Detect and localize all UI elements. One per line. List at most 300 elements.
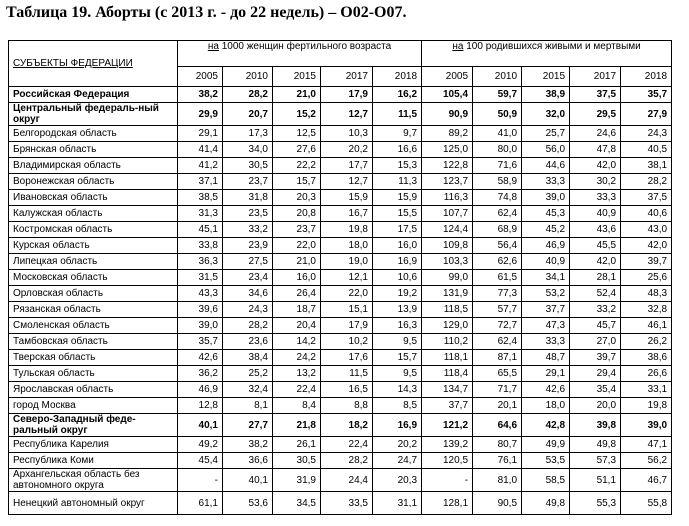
value-cell: 9,7: [373, 126, 422, 142]
value-cell: 57,3: [570, 453, 621, 469]
value-cell: 125,0: [422, 142, 473, 158]
region-name-cell: Белгородская область: [9, 126, 178, 142]
value-cell: 20,3: [373, 469, 422, 492]
table-row: [9, 270, 672, 286]
value-cell: 28,1: [570, 270, 621, 286]
region-name-cell: Ненецкий автономный округ: [9, 492, 178, 515]
table-row: [9, 190, 672, 206]
value-cell: 41,0: [473, 126, 522, 142]
value-cell: 16,0: [273, 270, 321, 286]
value-cell: 34,1: [522, 270, 570, 286]
table-row: [9, 158, 672, 174]
value-cell: 45,3: [522, 206, 570, 222]
value-cell: 36,6: [223, 453, 273, 469]
value-cell: 23,6: [223, 334, 273, 350]
table-row: [9, 350, 672, 366]
table-row: [9, 398, 672, 414]
table-row: [9, 87, 672, 103]
value-cell: 12,7: [321, 103, 373, 126]
table-row: [9, 174, 672, 190]
value-cell: 25,2: [223, 366, 273, 382]
value-cell: 37,7: [422, 398, 473, 414]
value-cell: 61,5: [473, 270, 522, 286]
value-cell: 87,1: [473, 350, 522, 366]
value-cell: 32,4: [223, 382, 273, 398]
per-1000-women-group-header: на 1000 женщин фертильного возраста: [178, 41, 422, 67]
value-cell: 24,6: [570, 126, 621, 142]
value-cell: 16,3: [373, 318, 422, 334]
value-cell: 8,4: [273, 398, 321, 414]
value-cell: 39,7: [621, 254, 672, 270]
year-header: 2015: [273, 67, 321, 87]
value-cell: 9,5: [373, 334, 422, 350]
value-cell: 90,9: [422, 103, 473, 126]
value-cell: 20,3: [273, 190, 321, 206]
value-cell: 24,4: [321, 469, 373, 492]
value-cell: 46,9: [522, 238, 570, 254]
value-cell: 81,0: [473, 469, 522, 492]
value-cell: 47,8: [570, 142, 621, 158]
value-cell: 19,2: [373, 286, 422, 302]
value-cell: 12,5: [273, 126, 321, 142]
value-cell: 56,4: [473, 238, 522, 254]
value-cell: 40,6: [621, 206, 672, 222]
value-cell: 37,5: [570, 87, 621, 103]
value-cell: 38,1: [621, 158, 672, 174]
value-cell: 19,0: [321, 254, 373, 270]
region-name-cell: город Москва: [9, 398, 178, 414]
value-cell: 65,5: [473, 366, 522, 382]
value-cell: 16,5: [321, 382, 373, 398]
value-cell: 43,3: [178, 286, 223, 302]
value-cell: -: [422, 469, 473, 492]
value-cell: 43,6: [570, 222, 621, 238]
value-cell: 20,2: [373, 437, 422, 453]
value-cell: 55,3: [570, 492, 621, 515]
value-cell: 23,7: [223, 174, 273, 190]
value-cell: 16,9: [373, 254, 422, 270]
value-cell: 40,9: [570, 206, 621, 222]
value-cell: 19,8: [321, 222, 373, 238]
value-cell: 34,6: [223, 286, 273, 302]
value-cell: 31,3: [178, 206, 223, 222]
value-cell: 51,1: [570, 469, 621, 492]
value-cell: 71,6: [473, 158, 522, 174]
table-row: [9, 453, 672, 469]
value-cell: 74,8: [473, 190, 522, 206]
value-cell: 27,5: [223, 254, 273, 270]
value-cell: 30,2: [570, 174, 621, 190]
value-cell: 50,9: [473, 103, 522, 126]
value-cell: 57,7: [473, 302, 522, 318]
value-cell: 24,7: [373, 453, 422, 469]
value-cell: 109,8: [422, 238, 473, 254]
value-cell: 22,0: [321, 286, 373, 302]
value-cell: 55,8: [621, 492, 672, 515]
value-cell: 25,7: [522, 126, 570, 142]
value-cell: 21,0: [273, 254, 321, 270]
value-cell: 33,1: [621, 382, 672, 398]
region-name-cell: Калужская область: [9, 206, 178, 222]
value-cell: 29,1: [522, 366, 570, 382]
value-cell: 42,0: [621, 238, 672, 254]
region-name-cell: Брянская область: [9, 142, 178, 158]
value-cell: 59,7: [473, 87, 522, 103]
value-cell: 42,0: [570, 158, 621, 174]
value-cell: 35,7: [621, 87, 672, 103]
value-cell: 71,7: [473, 382, 522, 398]
value-cell: 40,9: [522, 254, 570, 270]
value-cell: 12,7: [321, 174, 373, 190]
table-row: [9, 206, 672, 222]
region-name-cell: Рязанская область: [9, 302, 178, 318]
value-cell: 38,4: [223, 350, 273, 366]
region-name-cell: Республика Карелия: [9, 437, 178, 453]
value-cell: 37,1: [178, 174, 223, 190]
table-row: [9, 492, 672, 515]
value-cell: 62,4: [473, 206, 522, 222]
value-cell: 53,6: [223, 492, 273, 515]
value-cell: 80,7: [473, 437, 522, 453]
value-cell: 17,9: [321, 87, 373, 103]
value-cell: 39,0: [522, 190, 570, 206]
region-name-cell: Ярославская область: [9, 382, 178, 398]
value-cell: 24,3: [621, 126, 672, 142]
value-cell: 31,5: [178, 270, 223, 286]
value-cell: 38,5: [178, 190, 223, 206]
value-cell: 39,7: [570, 350, 621, 366]
value-cell: 11,5: [373, 103, 422, 126]
table-row: [9, 334, 672, 350]
value-cell: 21,0: [273, 87, 321, 103]
per-100-births-group-header: на 100 родившихся живыми и мертвыми: [422, 41, 672, 67]
value-cell: 38,9: [522, 87, 570, 103]
value-cell: 53,5: [522, 453, 570, 469]
value-cell: 12,1: [321, 270, 373, 286]
region-name-cell: Владимирская область: [9, 158, 178, 174]
value-cell: 15,7: [273, 174, 321, 190]
table-body: [9, 87, 672, 515]
value-cell: 21,8: [273, 414, 321, 437]
value-cell: 47,3: [522, 318, 570, 334]
value-cell: 80,0: [473, 142, 522, 158]
value-cell: 118,1: [422, 350, 473, 366]
table-row: [9, 302, 672, 318]
value-cell: 15,2: [273, 103, 321, 126]
value-cell: 120,5: [422, 453, 473, 469]
value-cell: 56,0: [522, 142, 570, 158]
value-cell: 31,9: [273, 469, 321, 492]
value-cell: 9,5: [373, 366, 422, 382]
value-cell: 43,0: [621, 222, 672, 238]
value-cell: 99,0: [422, 270, 473, 286]
value-cell: 27,0: [570, 334, 621, 350]
year-header: 2005: [178, 67, 223, 87]
value-cell: 89,2: [422, 126, 473, 142]
year-header: 2010: [473, 67, 522, 87]
value-cell: 28,2: [321, 453, 373, 469]
value-cell: 39,6: [178, 302, 223, 318]
value-cell: 103,3: [422, 254, 473, 270]
region-name-cell: Липецкая область: [9, 254, 178, 270]
value-cell: 13,2: [273, 366, 321, 382]
value-cell: 30,5: [273, 453, 321, 469]
value-cell: 27,7: [223, 414, 273, 437]
value-cell: 38,2: [178, 87, 223, 103]
value-cell: 17,3: [223, 126, 273, 142]
table-row: [9, 222, 672, 238]
value-cell: 39,8: [570, 414, 621, 437]
region-name-cell: Ивановская область: [9, 190, 178, 206]
value-cell: 19,8: [621, 398, 672, 414]
value-cell: 33,2: [570, 302, 621, 318]
value-cell: 49,9: [522, 437, 570, 453]
value-cell: 26,6: [621, 366, 672, 382]
value-cell: 26,2: [621, 334, 672, 350]
region-name-cell: Российская Федерация: [9, 87, 178, 103]
value-cell: 23,5: [223, 206, 273, 222]
region-name-cell: Московская область: [9, 270, 178, 286]
year-header: 2015: [522, 67, 570, 87]
region-name-cell: Курская область: [9, 238, 178, 254]
value-cell: 26,4: [273, 286, 321, 302]
table-row: [9, 318, 672, 334]
region-name-cell: Тверская область: [9, 350, 178, 366]
region-name-cell: Тульская область: [9, 366, 178, 382]
value-cell: 15,3: [373, 158, 422, 174]
value-cell: 128,1: [422, 492, 473, 515]
value-cell: 34,0: [223, 142, 273, 158]
value-cell: 58,9: [473, 174, 522, 190]
value-cell: 13,9: [373, 302, 422, 318]
value-cell: 41,2: [178, 158, 223, 174]
table-row: [9, 238, 672, 254]
value-cell: 38,6: [621, 350, 672, 366]
value-cell: 131,9: [422, 286, 473, 302]
value-cell: 18,0: [522, 398, 570, 414]
value-cell: 33,3: [570, 190, 621, 206]
value-cell: 27,6: [273, 142, 321, 158]
value-cell: 40,5: [621, 142, 672, 158]
table-row: [9, 103, 672, 126]
region-name-cell: Тамбовская область: [9, 334, 178, 350]
value-cell: 39,0: [178, 318, 223, 334]
value-cell: 32,0: [522, 103, 570, 126]
value-cell: 11,3: [373, 174, 422, 190]
value-cell: 36,2: [178, 366, 223, 382]
value-cell: 12,8: [178, 398, 223, 414]
value-cell: 28,2: [223, 87, 273, 103]
value-cell: 123,7: [422, 174, 473, 190]
value-cell: 8,1: [223, 398, 273, 414]
value-cell: 68,9: [473, 222, 522, 238]
value-cell: 30,5: [223, 158, 273, 174]
value-cell: 23,7: [273, 222, 321, 238]
value-cell: 44,6: [522, 158, 570, 174]
value-cell: 27,9: [621, 103, 672, 126]
value-cell: 14,3: [373, 382, 422, 398]
value-cell: 129,0: [422, 318, 473, 334]
value-cell: 17,7: [321, 158, 373, 174]
value-cell: 26,1: [273, 437, 321, 453]
value-cell: 31,1: [373, 492, 422, 515]
value-cell: 77,3: [473, 286, 522, 302]
value-cell: 40,1: [223, 469, 273, 492]
value-cell: 45,1: [178, 222, 223, 238]
value-cell: 35,4: [570, 382, 621, 398]
year-header: 2005: [422, 67, 473, 87]
year-header: 2018: [621, 67, 672, 87]
year-header: 2018: [373, 67, 422, 87]
table-row: [9, 126, 672, 142]
value-cell: 20,1: [473, 398, 522, 414]
table-row: [9, 469, 672, 492]
value-cell: 62,6: [473, 254, 522, 270]
value-cell: 35,7: [178, 334, 223, 350]
value-cell: 16,7: [321, 206, 373, 222]
value-cell: 32,8: [621, 302, 672, 318]
value-cell: 58,5: [522, 469, 570, 492]
value-cell: 22,2: [273, 158, 321, 174]
region-name-cell: Республика Коми: [9, 453, 178, 469]
value-cell: 29,1: [178, 126, 223, 142]
value-cell: 56,2: [621, 453, 672, 469]
year-header: 2017: [570, 67, 621, 87]
value-cell: 8,8: [321, 398, 373, 414]
value-cell: 15,5: [373, 206, 422, 222]
value-cell: 17,9: [321, 318, 373, 334]
value-cell: 33,8: [178, 238, 223, 254]
value-cell: 10,3: [321, 126, 373, 142]
value-cell: 105,4: [422, 87, 473, 103]
value-cell: 45,7: [570, 318, 621, 334]
value-cell: 45,4: [178, 453, 223, 469]
value-cell: 28,2: [223, 318, 273, 334]
value-cell: 18,0: [321, 238, 373, 254]
region-name-cell: Воронежская область: [9, 174, 178, 190]
value-cell: 14,2: [273, 334, 321, 350]
region-name-cell: Центральный федераль-ный округ: [9, 103, 178, 126]
page-title: Таблица 19. Аборты (с 2013 г. - до 22 недель) – О02-О07.: [6, 4, 407, 21]
value-cell: 48,7: [522, 350, 570, 366]
value-cell: 49,8: [522, 492, 570, 515]
value-cell: 45,5: [570, 238, 621, 254]
value-cell: 46,1: [621, 318, 672, 334]
value-cell: 10,6: [373, 270, 422, 286]
value-cell: 31,8: [223, 190, 273, 206]
value-cell: 20,7: [223, 103, 273, 126]
value-cell: 121,2: [422, 414, 473, 437]
value-cell: 20,4: [273, 318, 321, 334]
value-cell: 48,3: [621, 286, 672, 302]
value-cell: 42,8: [522, 414, 570, 437]
value-cell: 15,9: [321, 190, 373, 206]
value-cell: 15,9: [373, 190, 422, 206]
value-cell: 107,7: [422, 206, 473, 222]
value-cell: 37,7: [522, 302, 570, 318]
value-cell: 17,5: [373, 222, 422, 238]
value-cell: 45,2: [522, 222, 570, 238]
value-cell: 22,0: [273, 238, 321, 254]
value-cell: 17,6: [321, 350, 373, 366]
value-cell: 10,2: [321, 334, 373, 350]
value-cell: 47,1: [621, 437, 672, 453]
value-cell: 116,3: [422, 190, 473, 206]
value-cell: 139,2: [422, 437, 473, 453]
value-cell: 29,5: [570, 103, 621, 126]
value-cell: 16,2: [373, 87, 422, 103]
value-cell: 64,6: [473, 414, 522, 437]
table-row: [9, 366, 672, 382]
region-name-cell: Северо-Западный феде-ральный округ: [9, 414, 178, 437]
value-cell: 22,4: [273, 382, 321, 398]
value-cell: 20,0: [570, 398, 621, 414]
value-cell: 29,9: [178, 103, 223, 126]
year-header: 2017: [321, 67, 373, 87]
value-cell: 49,2: [178, 437, 223, 453]
value-cell: 52,4: [570, 286, 621, 302]
value-cell: 15,1: [321, 302, 373, 318]
value-cell: 33,2: [223, 222, 273, 238]
table-row: [9, 414, 672, 437]
subjects-column-header: СУБЪЕКТЫ ФЕДЕРАЦИИ: [9, 41, 178, 87]
value-cell: 40,1: [178, 414, 223, 437]
value-cell: 110,2: [422, 334, 473, 350]
value-cell: 124,4: [422, 222, 473, 238]
value-cell: 18,2: [321, 414, 373, 437]
value-cell: 20,2: [321, 142, 373, 158]
value-cell: 76,1: [473, 453, 522, 469]
value-cell: 49,8: [570, 437, 621, 453]
region-name-cell: Смоленская область: [9, 318, 178, 334]
value-cell: 122,8: [422, 158, 473, 174]
value-cell: 37,5: [621, 190, 672, 206]
value-cell: 33,3: [522, 174, 570, 190]
value-cell: 18,7: [273, 302, 321, 318]
value-cell: 41,4: [178, 142, 223, 158]
value-cell: 39,0: [621, 414, 672, 437]
year-header: 2010: [223, 67, 273, 87]
value-cell: 15,7: [373, 350, 422, 366]
value-cell: 22,4: [321, 437, 373, 453]
value-cell: 134,7: [422, 382, 473, 398]
value-cell: -: [178, 469, 223, 492]
value-cell: 28,2: [621, 174, 672, 190]
value-cell: 8,5: [373, 398, 422, 414]
table-row: [9, 382, 672, 398]
value-cell: 118,4: [422, 366, 473, 382]
value-cell: 16,9: [373, 414, 422, 437]
value-cell: 61,1: [178, 492, 223, 515]
table-row: [9, 254, 672, 270]
value-cell: 42,6: [522, 382, 570, 398]
value-cell: 42,0: [570, 254, 621, 270]
abortion-statistics-table: [8, 40, 672, 515]
value-cell: 42,6: [178, 350, 223, 366]
value-cell: 34,5: [273, 492, 321, 515]
table-row: [9, 286, 672, 302]
value-cell: 23,4: [223, 270, 273, 286]
value-cell: 62,4: [473, 334, 522, 350]
value-cell: 11,5: [321, 366, 373, 382]
value-cell: 53,2: [522, 286, 570, 302]
table-header: [9, 41, 672, 87]
value-cell: 38,2: [223, 437, 273, 453]
value-cell: 33,5: [321, 492, 373, 515]
value-cell: 25,6: [621, 270, 672, 286]
value-cell: 46,9: [178, 382, 223, 398]
value-cell: 46,7: [621, 469, 672, 492]
